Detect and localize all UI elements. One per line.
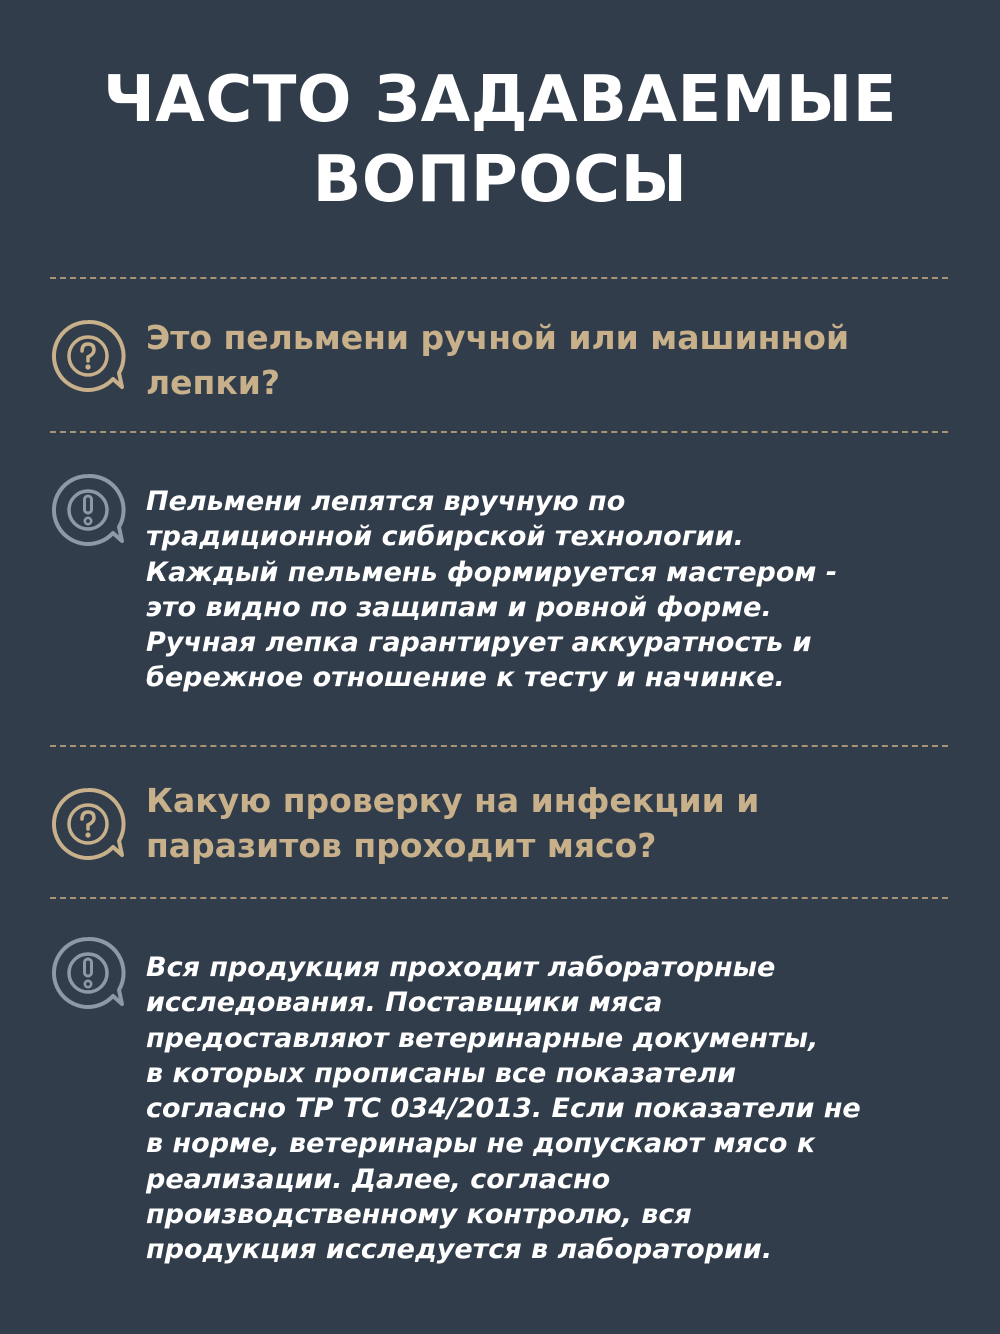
faq-answer-1-line: Пельмени лепятся вручную по — [146, 486, 626, 517]
exclamation-speech-bubble-icon — [50, 472, 126, 548]
divider — [50, 897, 948, 899]
question-speech-bubble-icon — [50, 318, 126, 394]
faq-answer-2-line: Вся продукция проходит лабораторные — [146, 952, 776, 983]
faq-answer-2-line: исследования. Поставщики мяса — [146, 987, 663, 1019]
page-title-line-2: ВОПРОСЫ — [312, 143, 688, 217]
faq-answer-1-line: традиционной сибирской технологии. — [146, 521, 744, 553]
divider — [50, 277, 948, 279]
faq-answer-1-line: это видно по защипам и ровной форме. — [146, 591, 772, 623]
faq-question-1-line: Это пельмени ручной или машинной — [146, 318, 850, 357]
divider — [50, 745, 948, 747]
faq-question-2-line: Какую проверку на инфекции и — [146, 781, 760, 820]
page-title-line-1: ЧАСТО ЗАДАВАЕМЫЕ — [103, 63, 897, 137]
faq-answer-1 — [146, 484, 956, 696]
question-speech-bubble-icon — [50, 786, 126, 862]
faq-question-1-line: лепки? — [146, 363, 281, 402]
faq-answer-1-line: бережное отношение к тесту и начинке. — [146, 662, 785, 694]
faq-question-2 — [146, 778, 966, 868]
faq-answer-2-line: в норме, ветеринары не допускают мясо к — [146, 1128, 816, 1160]
faq-question-2-line: паразитов проходит мясо? — [146, 826, 657, 865]
faq-answer-2-line: в которых прописаны все показатели — [146, 1057, 737, 1089]
faq-answer-2-line: продукция исследуется в лаборатории. — [146, 1234, 773, 1266]
faq-answer-2-line: предоставляют ветеринарные документы, — [146, 1022, 819, 1054]
faq-answer-2-line: согласно ТР ТС 034/2013. Если показатели не — [146, 1093, 861, 1125]
faq-answer-2-line: производственному контролю, вся — [146, 1199, 692, 1231]
faq-answer-1-line: Каждый пельмень формируется мастером - — [146, 556, 838, 588]
divider — [50, 431, 948, 433]
exclamation-speech-bubble-icon — [50, 935, 126, 1011]
faq-answer-2 — [146, 950, 956, 1268]
faq-answer-2-line: реализации. Далее, согласно — [146, 1163, 611, 1195]
faq-answer-1-line: Ручная лепка гарантирует аккуратность и — [146, 627, 812, 659]
faq-question-1 — [146, 315, 966, 405]
page-title — [0, 60, 1000, 220]
